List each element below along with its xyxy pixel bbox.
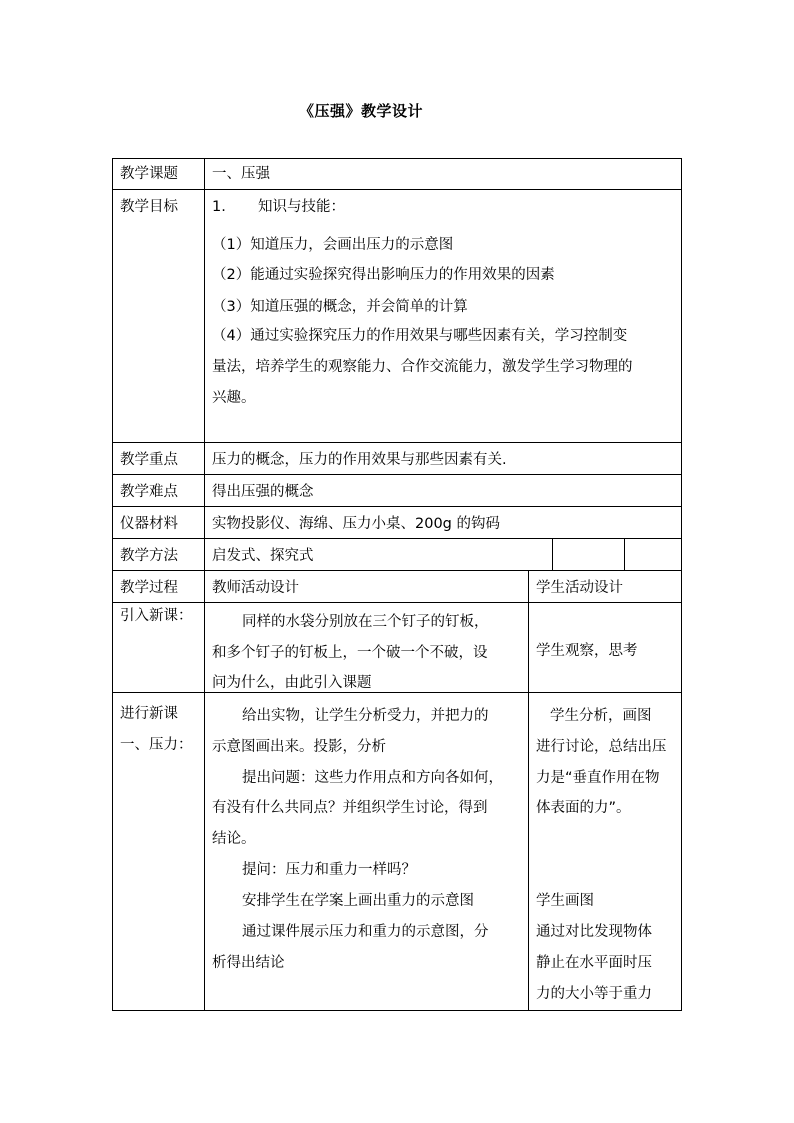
text-line: 安排学生在学案上画出重力的示意图	[242, 893, 474, 909]
row-label-key-points: 教学重点	[120, 452, 178, 468]
table-row-divider	[112, 602, 682, 603]
row-value-key-points: 压力的概念，压力的作用效果与那些因素有关.	[212, 452, 507, 468]
text-line: 和多个钉子的钉板上，一个破一个不破，设	[212, 645, 488, 661]
table-border-right	[681, 158, 682, 1011]
row-label-materials: 仪器材料	[120, 516, 178, 532]
text-line: 力的大小等于重力	[536, 986, 652, 1002]
text-line: 通过课件展示压力和重力的示意图，分	[242, 924, 489, 940]
row-label-topic: 教学课题	[120, 166, 178, 182]
row-label-intro: 引入新课：	[120, 608, 193, 624]
table-row-divider	[112, 538, 682, 539]
intro-student-text: 学生观察，思考	[536, 643, 638, 659]
teacher-activity-header: 教师活动设计	[212, 580, 299, 596]
text-line: 学生画图	[536, 893, 594, 909]
text-line: 提出问题：这些力作用点和方向各如何，	[242, 770, 503, 786]
table-col-divider	[528, 570, 529, 1011]
row-label-method: 教学方法	[120, 548, 178, 564]
text-line: 问为什么，由此引入课题	[212, 675, 372, 691]
row-label-pressure-section: 一、压力：	[120, 737, 193, 753]
table-row-divider	[112, 474, 682, 475]
goal-item-continued: 量法，培养学生的观察能力、合作交流能力，激发学生学习物理的	[212, 359, 633, 375]
goal-item: （2）能通过实验探究得出影响压力的作用效果的因素	[212, 267, 555, 283]
text-line: 静止在水平面时压	[536, 955, 652, 971]
row-label-process: 教学过程	[120, 580, 178, 596]
goals-heading-number: 1.	[212, 199, 226, 215]
table-border-left	[112, 158, 113, 1011]
table-border-bottom	[112, 1010, 682, 1011]
table-row-divider	[112, 189, 682, 190]
document-title: 《压强》教学设计	[298, 102, 423, 120]
goal-item: （3）知道压强的概念，并会简单的计算	[212, 299, 468, 315]
lesson-plan-table	[112, 158, 682, 1010]
text-line: 同样的水袋分别放在三个钉子的钉板，	[242, 614, 489, 630]
row-value-difficulty: 得出压强的概念	[212, 484, 314, 500]
row-label-difficulty: 教学难点	[120, 484, 178, 500]
row-label-new-lesson: 进行新课	[120, 706, 178, 722]
table-col-divider	[552, 538, 553, 570]
student-activity-header: 学生活动设计	[536, 580, 623, 596]
text-line: 力是“垂直作用在物	[536, 770, 660, 786]
text-line: 通过对比发现物体	[536, 924, 652, 940]
goal-item: （4）通过实验探究压力的作用效果与哪些因素有关，学习控制变	[212, 328, 628, 344]
text-line: 示意图画出来。投影，分析	[212, 739, 386, 755]
table-col-divider	[624, 538, 625, 570]
row-value-materials: 实物投影仪、海绵、压力小桌、200g 的钩码	[212, 516, 500, 532]
text-line: 结论。	[212, 831, 256, 847]
goal-item: （1）知道压力，会画出压力的示意图	[212, 237, 454, 253]
table-border-top	[112, 158, 682, 159]
text-line: 给出实物，让学生分析受力，并把力的	[242, 708, 489, 724]
table-row-divider	[112, 692, 682, 693]
text-line: 提问：压力和重力一样吗？	[242, 862, 416, 878]
text-line: 有没有什么共同点？并组织学生讨论，得到	[212, 800, 488, 816]
text-line: 进行讨论，总结出压	[536, 739, 667, 755]
table-row-divider	[112, 506, 682, 507]
row-label-goals: 教学目标	[120, 199, 178, 215]
table-col-divider	[204, 158, 205, 1011]
goals-heading-text: 知识与技能：	[258, 199, 345, 215]
text-line: 学生分析，画图	[550, 708, 652, 724]
goal-item-continued: 兴趣。	[212, 390, 256, 406]
table-row-divider	[112, 442, 682, 443]
row-value-topic: 一、压强	[212, 166, 270, 182]
text-line: 析得出结论	[212, 955, 285, 971]
text-line: 体表面的力”。	[536, 800, 631, 816]
row-value-method: 启发式、探究式	[212, 548, 314, 564]
table-row-divider	[112, 570, 682, 571]
